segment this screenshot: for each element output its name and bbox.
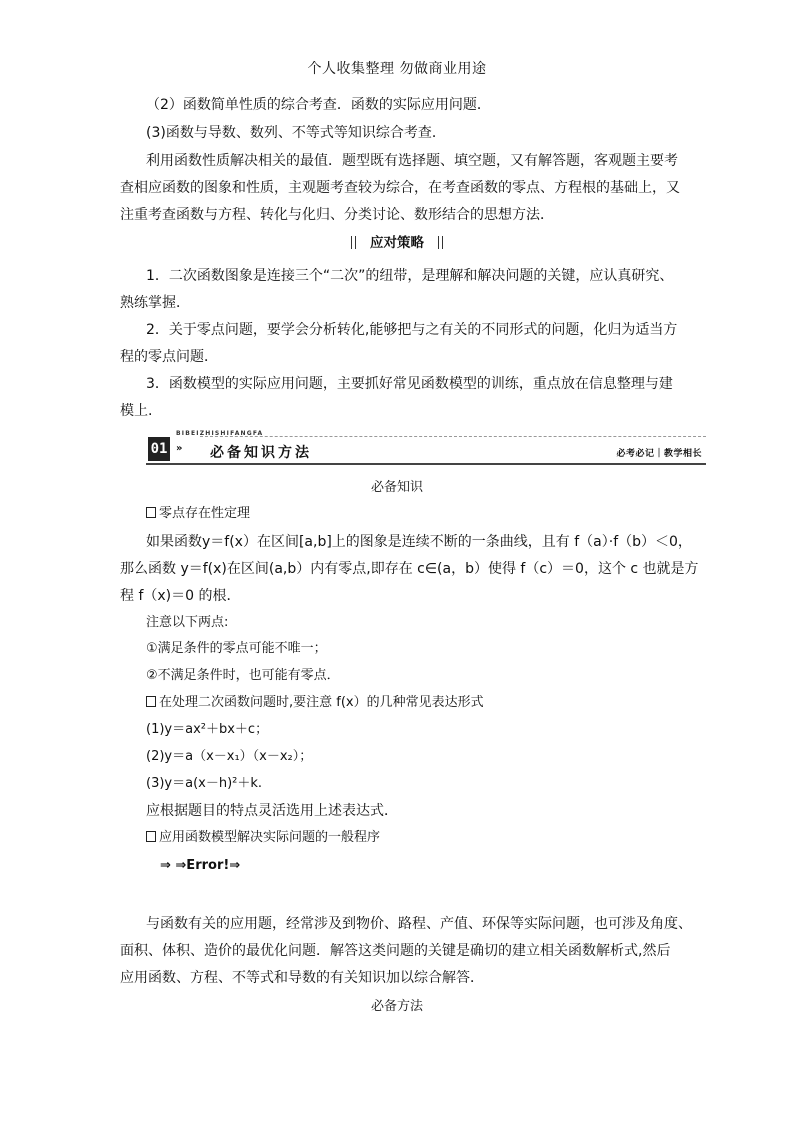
banner-rule [146, 463, 706, 465]
item-title-text: 在处理二次函数问题时,要注意 f(x）的几种常见表达形式 [159, 695, 484, 710]
text-line: 注重考查函数与方程、转化与化归、分类讨论、数形结合的思想方法． [120, 207, 554, 223]
text-line: 那么函数 y＝f(x)在区间(a,b）内有零点,即存在 c∈(a，b）使得 f（c）＝0，这个 c 也就是方 [120, 561, 699, 577]
text-line: （2）函数简单性质的综合考查．函数的实际应用问题． [146, 97, 491, 113]
checkbox-square-icon [146, 831, 156, 842]
methods-heading: 必备方法 [370, 999, 423, 1014]
item-title-text: 应用函数模型解决实际问题的一般程序 [159, 830, 381, 845]
text-line: 面积、体积、造价的最优化问题．解答这类问题的关键是确切的建立相关函数解析式,然后 [120, 943, 671, 959]
banner-number: 01 [148, 437, 170, 461]
formula-line: (1)y＝ax²＋bx＋c； [146, 722, 269, 737]
banner-dashed-line [200, 436, 706, 437]
text-line: (3)函数与导数、数列、不等式等知识综合考查． [146, 125, 446, 141]
flow-line: ⇒ ⇒Error!⇒ [160, 858, 241, 873]
text-line: 利用函数性质解决相关的最值．题型既有选择题、填空题，又有解答题，客观题主要考 [146, 153, 678, 169]
text-line: 注意以下两点: [146, 615, 229, 630]
item-title-text: 零点存在性定理 [159, 506, 251, 521]
text-line: 与函数有关的应用题，经常涉及到物价、路程、产值、环保等实际问题，也可涉及角度、 [146, 916, 692, 932]
banner-tag: 必考必记｜教学相长 [616, 449, 702, 459]
knowledge-item-title [146, 689, 712, 717]
text-line: 模上. [120, 403, 153, 419]
text-line: 3．函数模型的实际应用问题，主要抓好常见函数模型的训练，重点放在信息整理与建 [146, 376, 673, 392]
text-line: 应用函数、方程、不等式和导数的有关知识加以综合解答． [120, 970, 484, 986]
text-line: 程的零点问题． [120, 349, 218, 365]
text-line: ①满足条件的零点可能不唯一； [146, 641, 327, 656]
text-line: ②不满足条件时，也可能有零点． [146, 668, 340, 683]
section-banner [146, 431, 706, 465]
page-header: 个人收集整理 勿做商业用途 [307, 61, 487, 77]
banner-arrow-icon: » [176, 443, 183, 454]
banner-title: 必备知识方法 [210, 445, 312, 461]
knowledge-item-title [146, 500, 712, 528]
text-line: 应根据题目的特点灵活选用上述表达式． [146, 803, 398, 819]
title-bar-right [438, 236, 443, 249]
text-line: 熟练掌握． [120, 295, 190, 311]
section-title-strategy [0, 229, 794, 257]
section-title-text: 应对策略 [370, 235, 424, 251]
formula-line: (3)y＝a(x－h)²＋k. [146, 776, 263, 791]
knowledge-heading: 必备知识 [370, 480, 423, 495]
knowledge-item-title [146, 824, 712, 852]
text-line: 程 f（x)＝0 的根． [120, 588, 241, 604]
text-line: 查相应函数的图象和性质，主观题考查较为综合，在考查函数的零点、方程根的基础上，又 [120, 180, 680, 196]
formula-line: (2)y＝a（x－x₁）（x－x₂）； [146, 749, 313, 764]
title-bar-left [351, 236, 356, 249]
checkbox-square-icon [146, 696, 156, 707]
text-line: 1．二次函数图象是连接三个“二次”的纽带，是理解和解决问题的关键，应认真研究、 [146, 268, 674, 284]
text-line: 如果函数y＝f(x）在区间[a,b]上的图象是连续不断的一条曲线，且有 f（a）·f（b）＜0， [146, 534, 692, 550]
banner-pinyin: BIBEIZHISHIFANGFA [176, 430, 264, 437]
text-line: 2．关于零点问题，要学会分析转化,能够把与之有关的不同形式的问题，化归为适当方 [146, 322, 678, 338]
checkbox-square-icon [146, 507, 156, 518]
